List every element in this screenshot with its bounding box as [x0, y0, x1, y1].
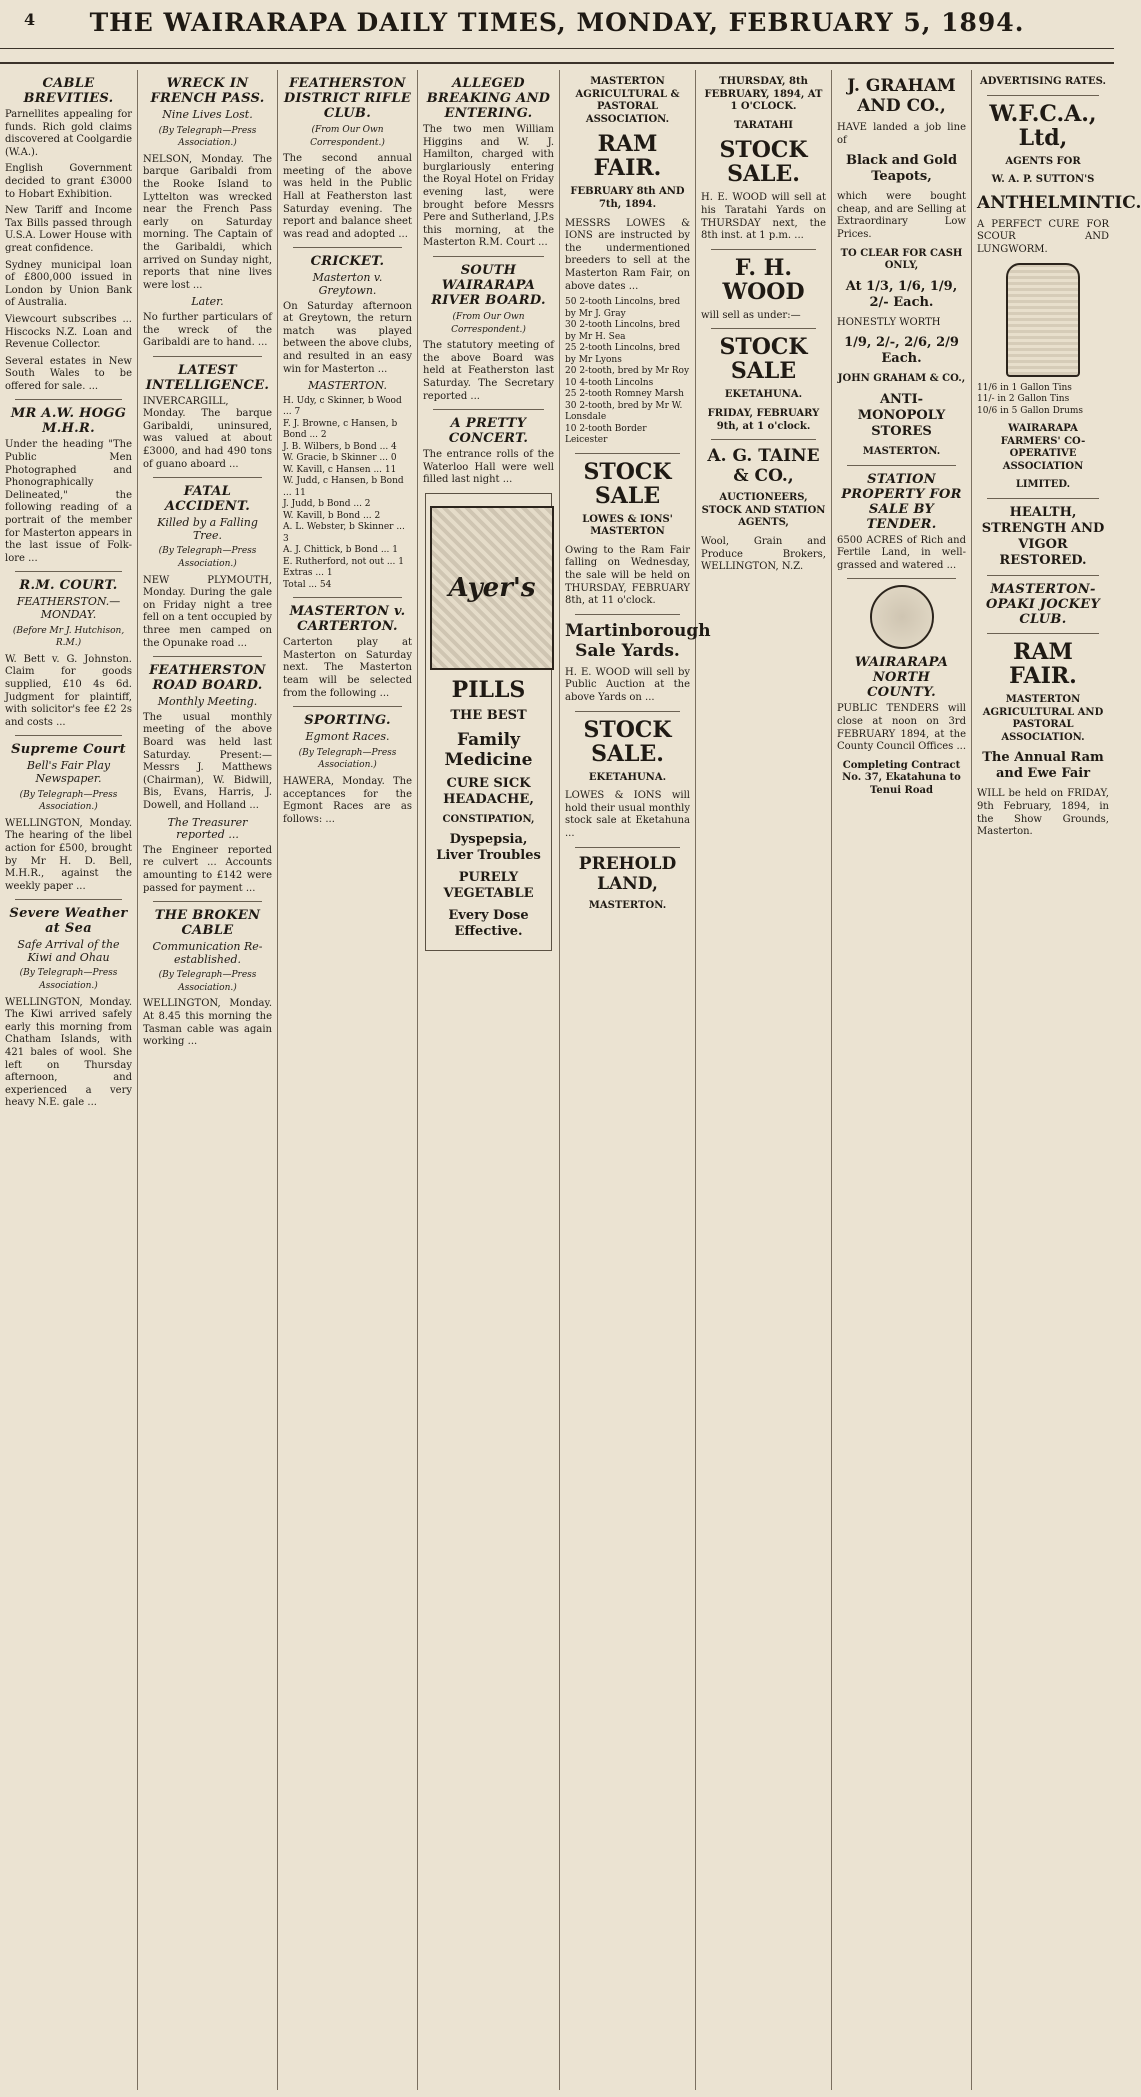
score-line: Extras ... 1: [283, 568, 333, 579]
subheadline: Masterton v. Greytown.: [312, 271, 383, 297]
article-text: HAWERA, Monday. The acceptances for the Egmont Races are as follows: ...: [283, 775, 412, 825]
ad-title: At 1/3, 1/6, 1/9, 2/- Each.: [845, 278, 958, 310]
ad-title: A. G. TAINE & CO.,: [707, 446, 820, 487]
headline: R.M. COURT.: [19, 578, 118, 594]
headline: LATEST INTELLIGENCE.: [145, 362, 270, 393]
ad-title: J. GRAHAM AND CO.,: [847, 76, 956, 116]
score-line: W. Kavill, b Bond ... 2: [283, 510, 381, 521]
article-text: Carterton play at Masterton on Saturday next. The Masterton team will be selected from the following ...: [283, 637, 412, 699]
divider: [433, 409, 544, 410]
headline: MR A.W. HOGG M.H.R.: [10, 406, 127, 437]
score-line: Total ... 54: [283, 579, 332, 590]
byline: (By Telegraph—Press Association.): [19, 789, 118, 813]
byline: (By Telegraph—Press Association.): [298, 747, 397, 771]
ad-title: Martinborough Sale Yards.: [565, 620, 711, 661]
divider: [575, 453, 680, 454]
ad-text: will sell as under:—: [701, 309, 801, 321]
ad-title: 1/9, 2/-, 2/6, 2/9 Each.: [844, 335, 959, 367]
masthead-rule: [0, 48, 1114, 49]
article-text: The statutory meeting of the above Board was held at Featherston last Saturday. The Secretary reported ...: [423, 340, 554, 402]
divider: [15, 899, 122, 900]
divider: [293, 247, 402, 248]
ad-title: The Annual Ram and Ewe Fair: [982, 750, 1104, 782]
headline: SOUTH WAIRARAPA RIVER BOARD.: [431, 262, 546, 308]
ad-subtitle: AGENTS FOR: [1005, 155, 1081, 167]
headline: Supreme Court: [11, 742, 126, 758]
score-line: A. L. Webster, b Skinner ... 3: [283, 522, 405, 544]
article-text: NELSON, Monday. The barque Garibaldi from the Rooke Island to Lyttelton was wrecked near the French Pass early on Saturday morning. The Captain of the Garibaldi, which arrived on Sunday night, reports that nine lives were lost ...: [143, 153, 272, 291]
subheadline: Communication Re-established.: [152, 940, 263, 966]
headline: WAIRARAPA NORTH COUNTY.: [854, 655, 949, 701]
column-5: [560, 70, 711, 2090]
ad-text: 6500 ACRES of Rich and Fertile Land, in well-grassed and watered ...: [837, 534, 966, 571]
score-line: F. J. Browne, c Hansen, b Bond ... 2: [283, 418, 398, 441]
column-6: [696, 70, 832, 2090]
ad-title: STOCK SALE.: [583, 716, 672, 767]
ad-title: WAIRARAPA FARMERS' CO-OPERATIVE ASSOCIATION: [1000, 423, 1086, 472]
ad-title: JOHN GRAHAM & CO.,: [837, 373, 966, 385]
ad-title: ANTHELMINTIC.: [977, 192, 1141, 213]
headline: FEATHERSTON ROAD BOARD.: [149, 663, 266, 694]
divider: [153, 901, 262, 902]
subheadline: Nine Lives Lost.: [162, 108, 253, 121]
ad-text: H. E. WOOD will sell at his Taratahi Yards on THURSDAY next, the 8th inst. at 1 p.m. ...: [701, 192, 826, 242]
article-text: New Tariff and Income Tax Bills passed through U.S.A. Lower House with great confidence.: [5, 205, 132, 254]
page-number: 4: [24, 10, 36, 29]
ad-title: RAM FAIR.: [1009, 639, 1077, 690]
ad-title: STOCK SALE.: [719, 137, 808, 188]
divider: [293, 597, 402, 598]
divider: [987, 575, 1099, 576]
score-line: H. Udy, c Skinner, b Wood ... 7: [283, 395, 402, 418]
ad-text: MESSRS LOWES & IONS are instructed by the undermentioned breeders to sell at the Masterton Ram Fair, on above dates ...: [565, 217, 690, 292]
divider: [987, 633, 1099, 634]
headline: CRICKET.: [310, 254, 385, 270]
headline: FATAL ACCIDENT.: [164, 484, 251, 515]
divider: [153, 477, 262, 478]
ad-text: HONESTLY WORTH: [837, 316, 941, 328]
subheadline: Killed by a Falling Tree.: [157, 516, 258, 542]
ad-title: HEALTH, STRENGTH AND VIGOR RESTORED.: [981, 505, 1105, 569]
headline: THE BROKEN CABLE: [154, 908, 261, 939]
subheadline: Bell's Fair Play Newspaper.: [26, 759, 111, 785]
article-text: Several estates in New South Wales to be offered for sale. ...: [5, 355, 132, 392]
masthead: [0, 0, 1114, 64]
divider: [847, 465, 956, 466]
article-text: The two men William Higgins and W. J. Hamilton, charged with burglariously entering the Royal Hotel on Friday evening last, were brought before Messrs Pere and Sutherland, J.P.s this morning, at the Masterton R.M. Court ...: [423, 124, 554, 249]
divider: [15, 735, 122, 736]
article-text: Viewcourt subscribes ... Hiscocks N.Z. Loan and Revenue Collector.: [5, 313, 132, 351]
lot-line: 25 2-tooth Romney Marsh: [565, 389, 684, 400]
ad-line: Dyspepsia, Liver Troubles: [436, 832, 541, 864]
ad-subtitle: LIMITED.: [1015, 479, 1071, 491]
lot-line: 30 2-tooth Lincolns, bred by Mr H. Sea: [565, 320, 681, 342]
ad-subtitle: LOWES & IONS' MASTERTON: [582, 513, 673, 538]
subheadline: FEATHERSTON.—MONDAY.: [16, 595, 121, 621]
ayers-pills-ad: [425, 493, 552, 952]
divider: [847, 578, 956, 579]
headline: FEATHERSTON DISTRICT RIFLE CLUB.: [283, 76, 412, 121]
ad-subtitle: FRIDAY, FEBRUARY 9th, at 1 o'clock.: [707, 407, 820, 432]
headline: Severe Weather at Sea: [9, 906, 128, 937]
ad-title: PREHOLD LAND,: [578, 853, 677, 894]
anthelmintic-bottle-illustration: [1006, 263, 1080, 377]
divider: [153, 656, 262, 657]
scorecard: [283, 396, 412, 592]
score-line: W. Kavill, c Hansen ... 11: [283, 464, 397, 475]
ad-title: TO CLEAR FOR CASH ONLY,: [840, 247, 963, 272]
ad-subtitle: AUCTIONEERS, STOCK AND STATION AGENTS,: [701, 492, 826, 529]
byline: (From Our Own Correspondent.): [310, 125, 385, 148]
ad-text: LOWES & IONS will hold their usual monthly stock sale at Eketahuna ...: [565, 790, 690, 839]
ad-brand: Ayer's: [448, 572, 536, 603]
article-text: WELLINGTON, Monday. At 8.45 this morning the Tasman cable was again working ...: [143, 998, 272, 1048]
byline: (Before Mr J. Hutchison, R.M.): [12, 625, 125, 649]
divider: [575, 711, 680, 712]
ad-line: Every Dose Effective.: [448, 908, 529, 940]
article-text: WELLINGTON, Monday. The Kiwi arrived safely early this morning from Chatham Islands, with 421 bales of wool. She left on Thursday afternoon, and experienced a very heavy N.E. gale ...: [5, 996, 132, 1109]
headline: CABLE BREVITIES.: [23, 76, 114, 106]
price-line: 10/6 in 5 Gallon Drums: [977, 405, 1084, 416]
ad-subtitle: MASTERTON AGRICULTURAL AND PASTORAL ASSOCIATION.: [982, 694, 1104, 743]
headline: MASTERTON-OPAKI JOCKEY CLUB.: [985, 582, 1101, 628]
divider: [575, 614, 680, 615]
headline: WRECK IN FRENCH PASS.: [150, 76, 265, 106]
article-text: Under the heading "The Public Men Photographed and Phonographically Delineated," the following reading of a portrait of the member for Masterton appears in the last issue of Folk-lore ...: [5, 439, 132, 564]
subheadline: The Treasurer reported ...: [167, 815, 248, 842]
ad-title: W. A. P. SUTTON'S: [991, 174, 1095, 186]
ad-line: CONSTIPATION,: [442, 813, 535, 825]
ad-title: Black and Gold Teapots,: [845, 153, 958, 185]
byline: (By Telegraph—Press Association.): [158, 125, 257, 149]
ad-subtitle: MASTERTON.: [862, 445, 941, 457]
divider: [711, 249, 816, 250]
article-text: WELLINGTON, Monday. The hearing of the libel action for £500, brought by Mr H. D. Bell, M.H.R., against the weekly paper ...: [5, 817, 132, 892]
byline: (By Telegraph—Press Association.): [19, 968, 118, 992]
score-line: W. Judd, c Hansen, b Bond ... 11: [283, 476, 404, 498]
lot-line: 20 2-tooth, bred by Mr Roy: [565, 366, 690, 377]
headline: SPORTING.: [304, 713, 391, 729]
ad-title: ANTI-MONOPOLY STORES: [857, 391, 946, 439]
article-text: Sydney municipal loan of £800,000 issued in London by Union Bank of Australia.: [5, 259, 132, 309]
price-line: 11/6 in 1 Gallon Tins: [977, 382, 1072, 393]
column-7: [832, 70, 972, 2090]
article-text: English Government decided to grant £3000 to Hobart Exhibition.: [5, 163, 132, 200]
lot-line: 10 2-tooth Border Leicester: [565, 423, 647, 446]
ad-line: THE BEST: [450, 707, 527, 723]
byline: (By Telegraph—Press Association.): [158, 546, 257, 570]
article-text: The usual monthly meeting of the above Board was held last Saturday. Present:—Messrs J. Matthews (Chairman), W. Bidwill, Bis, Evans, Harris, J. Dowell, and Holland ...: [143, 711, 272, 811]
column-3: [278, 70, 418, 2090]
divider: [987, 498, 1099, 499]
subheadline: Monthly Meeting.: [157, 695, 258, 709]
score-line: W. Gracie, b Skinner ... 0: [283, 453, 397, 464]
scorecard-title: MASTERTON.: [308, 379, 387, 393]
ad-subtitle: EKETAHUNA.: [588, 771, 667, 783]
ad-title: F. H. WOOD: [722, 254, 805, 305]
byline: (From Our Own Correspondent.): [451, 311, 526, 335]
divider: [575, 847, 680, 848]
ad-product: PILLS: [451, 676, 526, 703]
ad-title: STOCK SALE: [583, 458, 672, 509]
ad-text: A PERFECT CURE FOR SCOUR AND LUNGWORM.: [977, 218, 1109, 255]
score-line: A. J. Chittick, b Bond ... 1: [283, 545, 398, 556]
score-line: J. Judd, b Bond ... 2: [283, 499, 371, 510]
article-text: W. Bett v. G. Johnston. Claim for goods supplied, £10 4s 6d. Judgment for plaintiff, with solicitor's fee £2 2s and costs ...: [5, 653, 132, 728]
article-text: NEW PLYMOUTH, Monday. During the gale on Friday night a tree fell on a tent occupied by three men camped on the Opunake road ...: [143, 574, 272, 649]
headline: ALLEGED BREAKING AND ENTERING.: [426, 76, 551, 121]
ad-header: ADVERTISING RATES.: [980, 76, 1106, 87]
ad-header: THURSDAY, 8th FEBRUARY, 1894, AT 1 O'CLOCK.: [704, 76, 823, 113]
ad-line: CURE SICK HEADACHE,: [443, 775, 534, 807]
headline: STATION PROPERTY FOR SALE BY TENDER.: [841, 471, 962, 532]
ad-header: MASTERTON AGRICULTURAL & PASTORAL ASSOCIATION.: [575, 76, 680, 125]
ad-line: PURELY VEGETABLE: [443, 870, 534, 902]
ad-title: W.F.C.A., Ltd,: [989, 100, 1097, 151]
ad-text: which were bought cheap, and are Selling at Extraordinary Low Prices.: [837, 191, 966, 240]
headline: A PRETTY CONCERT.: [448, 416, 529, 447]
lot-line: 30 2-tooth, bred by Mr W. Lonsdale: [565, 400, 683, 423]
ad-subtitle: EKETAHUNA.: [724, 389, 803, 401]
column-2: [138, 70, 278, 2090]
lot-line: 50 2-tooth Lincolns, bred by Mr J. Gray: [565, 297, 681, 319]
subheadline: Later.: [191, 295, 224, 309]
headline: MASTERTON v. CARTERTON.: [289, 604, 406, 635]
column-4: [418, 70, 560, 2090]
article-text: No further particulars of the wreck of the Garibaldi are to hand. ...: [143, 311, 272, 349]
score-line: E. Rutherford, not out ... 1: [283, 556, 404, 567]
ad-subtitle: MASTERTON.: [588, 899, 667, 911]
divider: [433, 256, 544, 257]
ad-title: RAM FAIR.: [593, 131, 662, 182]
divider: [15, 399, 122, 400]
lot-line: 25 2-tooth Lincolns, bred by Mr Lyons: [565, 343, 681, 365]
article-text: The second annual meeting of the above was held in the Public Hall at Featherston last Saturday evening. The report and balance sheet was read and adopted ...: [283, 153, 412, 240]
ad-title: Completing Contract No. 37, Ekatahuna to Tenui Road: [842, 759, 961, 796]
column-8: [972, 70, 1141, 2090]
article-text: The entrance rolls of the Waterloo Hall were well filled last night ...: [423, 449, 554, 486]
ad-text: PUBLIC TENDERS will close at noon on 3rd FEBRUARY 1894, at the County Council Offices ...: [837, 703, 966, 753]
ad-text: WILL be held on FRIDAY, 9th February, 1894, in the Show Grounds, Masterton.: [977, 788, 1109, 838]
subheadline: Safe Arrival of the Kiwi and Ohau: [17, 938, 120, 964]
score-line: J. B. Wilbers, b Bond ... 4: [283, 441, 397, 452]
county-seal-icon: [870, 585, 934, 649]
ad-line: Family Medicine: [444, 729, 533, 770]
ad-text: HAVE landed a job line of: [837, 122, 966, 146]
byline: (By Telegraph—Press Association.): [158, 970, 257, 993]
subheadline: Egmont Races.: [305, 730, 390, 744]
divider: [293, 706, 402, 707]
price-line: 11/- in 2 Gallon Tins: [977, 394, 1070, 405]
ad-place: TARATAHI: [734, 119, 793, 131]
ad-subtitle: FEBRUARY 8th AND 7th, 1894.: [570, 186, 685, 210]
article-text: Parnellites appealing for funds. Rich gold claims discovered at Coolgardie (W.A.).: [5, 109, 132, 158]
divider: [987, 95, 1099, 96]
ayers-pills-illustration: [430, 506, 554, 670]
ad-text: Wool, Grain and Produce Brokers, WELLINGTON, N.Z.: [701, 535, 826, 573]
divider: [153, 356, 262, 357]
ad-text: Owing to the Ram Fair falling on Wednesday, the sale will be held on THURSDAY, FEBRUARY 8th, at 11 o'clock.: [565, 544, 690, 607]
divider: [711, 328, 816, 329]
article-text: On Saturday afternoon at Greytown, the return match was played between the above clubs, and resulted in an easy win for Masterton ...: [283, 300, 412, 375]
divider: [15, 571, 122, 572]
article-text: INVERCARGILL, Monday. The barque Garibaldi, uninsured, was valued at about £3000, and had 490 tons of guano aboard ...: [143, 395, 272, 470]
lot-line: 10 4-tooth Lincolns: [565, 377, 654, 388]
column-1: [0, 70, 138, 2090]
article-text: The Engineer reported re culvert ... Accounts amounting to £142 were passed for payment ...: [143, 844, 272, 894]
divider: [711, 439, 816, 440]
page-title: THE WAIRARAPA DAILY TIMES, MONDAY, FEBRUARY 5, 1894.: [89, 8, 1025, 37]
ad-title: STOCK SALE: [719, 334, 808, 385]
ad-text: H. E. WOOD will sell by Public Auction at the above Yards on ...: [565, 666, 690, 703]
